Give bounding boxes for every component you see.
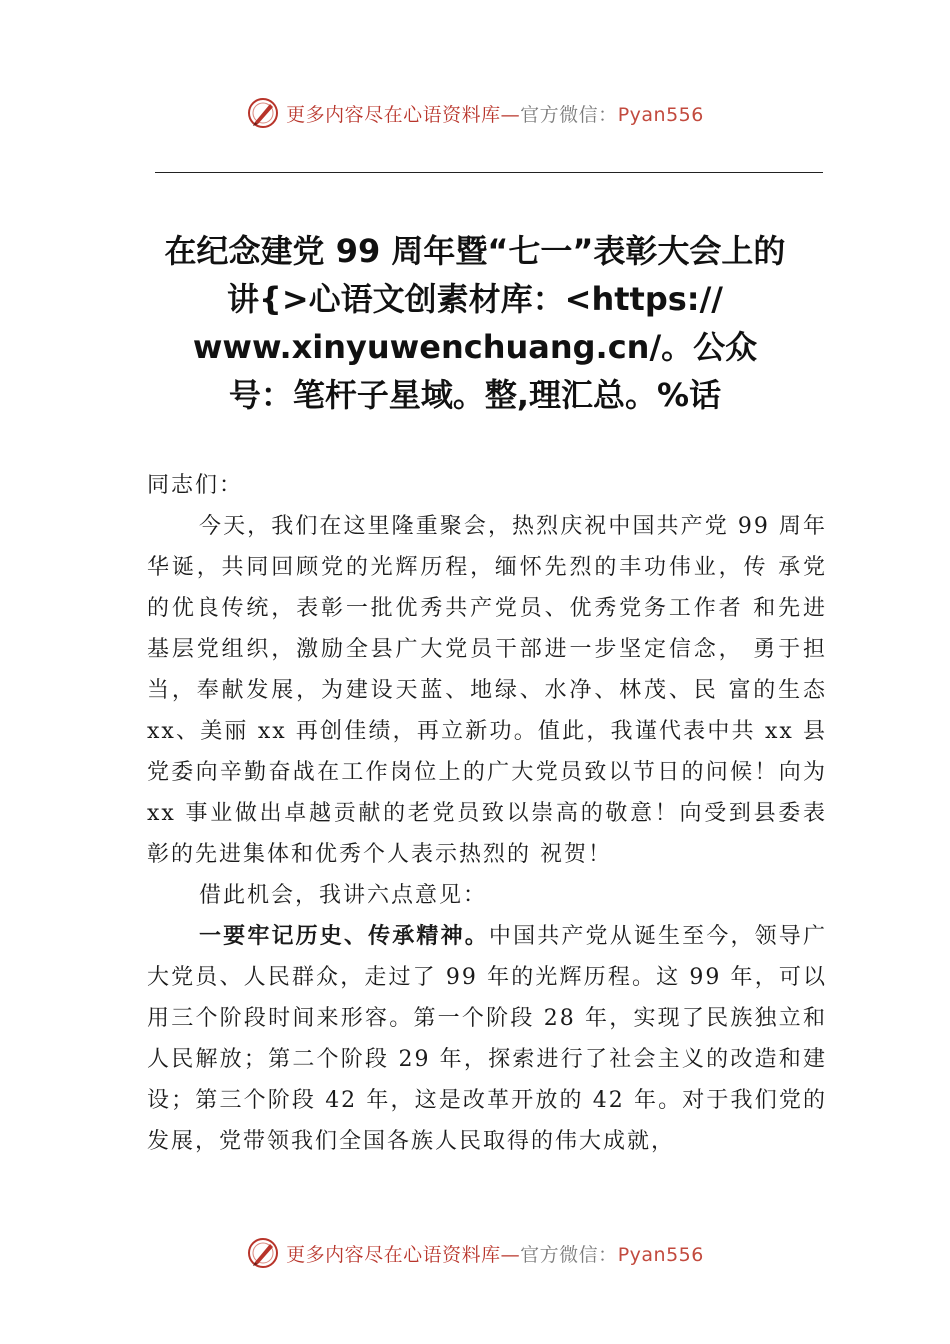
pen-logo-icon	[246, 96, 280, 130]
banner-wechat-id: Pyan556	[617, 1243, 704, 1266]
header-divider	[155, 172, 823, 173]
banner-text	[286, 1240, 704, 1267]
paragraph-point-one	[147, 916, 827, 1162]
footer-banner	[0, 1233, 950, 1273]
banner-main-text: 更多内容尽在心语资料库	[286, 1243, 501, 1266]
point-text: 中国共产党从诞生至今，领导广大党员、人民群众，走过了 99 年的光辉历程。这 99 年，可以用三个阶段时间来形容。第一个阶段 28 年，实现了民族独立和人民解放；第二个阶段 29 年，探索进行了社会主义的改造和建设；第三个阶段 42 年，这是改革开放的 42 年。对于我们党的发展，党带领我们全国各族人民取得的伟大成就，	[147, 924, 827, 1154]
banner-text	[286, 100, 704, 127]
salutation: 同志们：	[147, 473, 244, 498]
header-banner	[0, 93, 950, 133]
paragraph-intro: 借此机会，我讲六点意见：	[199, 883, 488, 908]
document-title	[135, 227, 815, 419]
banner-dash: —	[500, 1243, 521, 1266]
document-body	[147, 465, 827, 1162]
banner-wechat-label: 官方微信：	[520, 103, 618, 126]
title-line: 在纪念建党 99 周年暨“七一”表彰大会上的	[164, 232, 786, 270]
banner-wechat-label: 官方微信：	[520, 1243, 618, 1266]
pen-logo-icon	[246, 1236, 280, 1270]
banner-dash: —	[500, 103, 521, 126]
title-line: 讲{>心语文创素材库：<https://	[227, 280, 723, 318]
title-line: 号：笔杆子星域。整,理汇总。%话	[228, 376, 722, 414]
banner-main-text: 更多内容尽在心语资料库	[286, 103, 501, 126]
point-heading: 一要牢记历史、传承精神。	[199, 923, 489, 949]
banner-wechat-id: Pyan556	[617, 103, 704, 126]
paragraph-opening: 今天，我们在这里隆重聚会，热烈庆祝中国共产党 99 周年华诞，共同回顾党的光辉历程，缅怀先烈的丰功伟业，传 承党的优良传统，表彰一批优秀共产党员、优秀党务工作者 和先进基层党组织，激励全县广大党员干部进一步坚定信念， 勇于担当，奉献发展，为建设天蓝、地绿、水净、林茂、民 富的生态 xx、美丽 xx 再创佳绩，再立新功。值此，我谨代表中共 xx 县党委向辛勤奋战在工作岗位上的广大党员致以节日的问候！向为 xx 事业做出卓越贡献的老党员致以崇高的敬意！向受到县委表彰的先进集体和优秀个人表示热烈的 祝贺！	[147, 514, 827, 867]
title-line: www.xinyuwenchuang.cn/。公众	[192, 328, 758, 366]
